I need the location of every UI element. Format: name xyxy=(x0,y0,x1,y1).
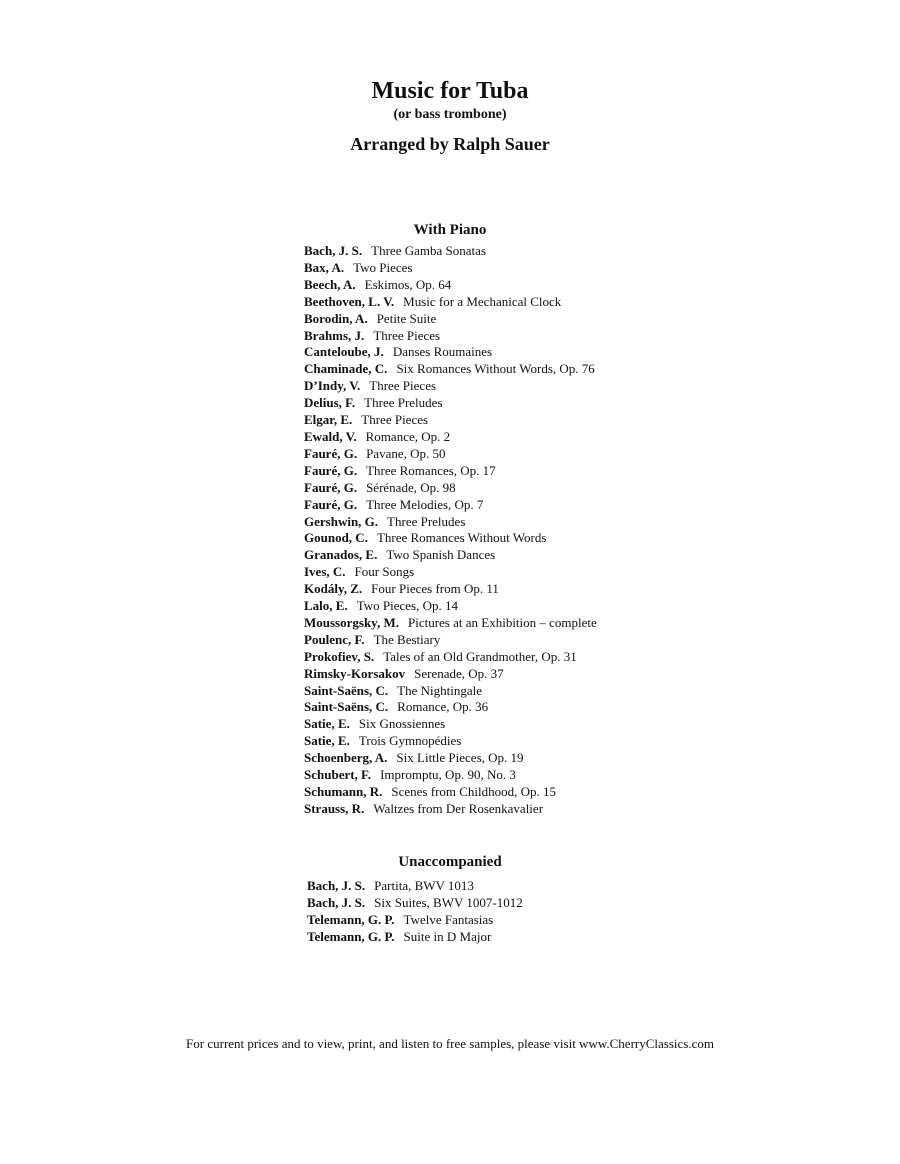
composer-name: Beech, A. xyxy=(304,276,356,292)
composer-name: Strauss, R. xyxy=(304,800,365,816)
composer-name: Ewald, V. xyxy=(304,428,357,444)
composer-name: Schumann, R. xyxy=(304,784,383,799)
composer-name: Moussorgsky, M. xyxy=(304,614,399,630)
composer-name: Saint-Saëns, C. xyxy=(304,682,389,698)
list-item xyxy=(304,361,597,378)
work-title: Sérénade, Op. 98 xyxy=(366,479,456,495)
section-heading-unaccompanied: Unaccompanied xyxy=(398,854,502,870)
list-item xyxy=(304,598,597,615)
work-title: Eskimos, Op. 64 xyxy=(364,276,452,292)
work-title: Tales of an Old Grandmother, Op. 31 xyxy=(383,648,577,664)
work-title: Three Pieces xyxy=(369,378,437,394)
work-title: Romance, Op. 2 xyxy=(365,428,451,444)
work-title: Three Romances Without Words xyxy=(376,530,547,546)
work-title: Six Little Pieces, Op. 19 xyxy=(396,750,524,766)
composer-name: D’Indy, V. xyxy=(304,378,361,394)
list-item xyxy=(304,649,597,666)
work-title: Serenade, Op. 37 xyxy=(414,665,504,681)
composer-name: Prokofiev, S. xyxy=(304,648,375,664)
composer-name: Schoenberg, A. xyxy=(304,750,388,766)
composer-name: Telemann, G. P. xyxy=(307,911,395,927)
composer-name: Ives, C. xyxy=(304,564,346,580)
work-title: Three Romances, Op. 17 xyxy=(366,462,496,478)
composer-name: Satie, E. xyxy=(304,733,350,749)
work-title: Three Preludes xyxy=(364,395,443,411)
composer-name: Bax, A. xyxy=(304,259,345,275)
list-item xyxy=(307,895,523,912)
composer-name: Bach, J. S. xyxy=(304,243,363,258)
work-title: Two Pieces, Op. 14 xyxy=(356,598,458,614)
work-title: Partita, BWV 1013 xyxy=(374,878,474,893)
composer-name: Fauré, G. xyxy=(304,479,358,495)
work-title: Scenes from Childhood, Op. 15 xyxy=(391,784,557,799)
work-title: Suite in D Major xyxy=(403,928,492,944)
composer-name: Saint-Saëns, C. xyxy=(304,699,389,715)
footer-note: For current prices and to view, print, and listen to free samples, please visit www.CherryClassics.com xyxy=(186,1036,714,1051)
composer-name: Satie, E. xyxy=(304,716,350,732)
unaccompanied-list xyxy=(307,878,523,946)
work-title: Four Songs xyxy=(354,564,415,580)
composer-name: Brahms, J. xyxy=(304,327,365,343)
composer-name: Bach, J. S. xyxy=(307,894,366,910)
composer-name: Granados, E. xyxy=(304,547,378,563)
list-item xyxy=(307,878,523,895)
list-item xyxy=(304,429,597,446)
list-item xyxy=(304,564,597,581)
list-item xyxy=(304,683,597,700)
list-item xyxy=(304,243,597,260)
work-title: Pavane, Op. 50 xyxy=(366,445,446,461)
section-heading-with-piano: With Piano xyxy=(413,222,487,238)
list-item xyxy=(304,463,597,480)
page-subtitle: (or bass trombone) xyxy=(393,107,507,122)
composer-name: Chaminade, C. xyxy=(304,361,388,377)
composer-name: Fauré, G. xyxy=(304,462,358,478)
list-item xyxy=(304,260,597,277)
list-item xyxy=(304,446,597,463)
composer-name: Rimsky-Korsakov xyxy=(304,665,406,681)
work-title: Three Pieces xyxy=(373,327,441,343)
list-item xyxy=(304,699,597,716)
list-item xyxy=(304,581,597,598)
composer-name: Gounod, C. xyxy=(304,530,368,546)
work-title: Three Melodies, Op. 7 xyxy=(366,496,484,512)
composer-name: Delius, F. xyxy=(304,395,356,411)
list-item xyxy=(304,784,597,801)
list-item xyxy=(304,328,597,345)
arranger-line: Arranged by Ralph Sauer xyxy=(350,134,550,154)
composer-name: Lalo, E. xyxy=(304,598,348,614)
composer-name: Borodin, A. xyxy=(304,310,368,326)
work-title: Six Gnossiennes xyxy=(358,716,446,732)
with-piano-list xyxy=(304,243,597,818)
work-title: Three Pieces xyxy=(361,412,429,428)
work-title: Petite Suite xyxy=(376,310,437,326)
work-title: Danses Roumaines xyxy=(392,344,493,360)
work-title: Pictures at an Exhibition – complete xyxy=(407,614,597,630)
list-item xyxy=(304,750,597,767)
list-item xyxy=(304,294,597,311)
work-title: Trois Gymnopédies xyxy=(358,733,462,749)
list-item xyxy=(304,412,597,429)
list-item xyxy=(304,767,597,784)
composer-name: Telemann, G. P. xyxy=(307,928,395,944)
work-title: Waltzes from Der Rosenkavalier xyxy=(373,800,544,816)
work-title: Three Gamba Sonatas xyxy=(371,243,486,258)
work-title: The Nightingale xyxy=(397,682,483,698)
composer-name: Elgar, E. xyxy=(304,412,353,428)
list-item xyxy=(304,547,597,564)
work-title: Romance, Op. 36 xyxy=(397,699,489,715)
page-title: Music for Tuba xyxy=(371,78,529,104)
list-item xyxy=(307,929,523,946)
list-item xyxy=(304,716,597,733)
list-item xyxy=(304,344,597,361)
work-title: Four Pieces from Op. 11 xyxy=(371,581,499,597)
list-item xyxy=(304,530,597,547)
list-item xyxy=(304,378,597,395)
composer-name: Gershwin, G. xyxy=(304,513,379,529)
work-title: Two Spanish Dances xyxy=(386,547,496,563)
composer-name: Bach, J. S. xyxy=(307,878,366,893)
composer-name: Schubert, F. xyxy=(304,767,372,783)
list-item xyxy=(304,480,597,497)
list-item xyxy=(304,514,597,531)
work-title: Twelve Fantasias xyxy=(403,911,494,927)
list-item xyxy=(304,666,597,683)
list-item xyxy=(304,395,597,412)
list-item xyxy=(304,733,597,750)
work-title: Six Suites, BWV 1007-1012 xyxy=(374,894,523,910)
work-title: The Bestiary xyxy=(373,631,441,647)
composer-name: Beethoven, L. V. xyxy=(304,293,395,309)
work-title: Impromptu, Op. 90, No. 3 xyxy=(380,767,516,783)
composer-name: Fauré, G. xyxy=(304,496,358,512)
work-title: Three Preludes xyxy=(387,513,466,529)
list-item xyxy=(304,632,597,649)
list-item xyxy=(304,311,597,328)
list-item xyxy=(304,497,597,514)
composer-name: Poulenc, F. xyxy=(304,631,365,647)
composer-name: Fauré, G. xyxy=(304,445,358,461)
list-item xyxy=(304,801,597,818)
composer-name: Canteloube, J. xyxy=(304,344,384,360)
work-title: Music for a Mechanical Clock xyxy=(403,293,562,309)
work-title: Two Pieces xyxy=(353,259,413,275)
list-item xyxy=(304,277,597,294)
composer-name: Kodály, Z. xyxy=(304,581,363,597)
list-item xyxy=(307,912,523,929)
list-item xyxy=(304,615,597,632)
work-title: Six Romances Without Words, Op. 76 xyxy=(396,361,595,377)
